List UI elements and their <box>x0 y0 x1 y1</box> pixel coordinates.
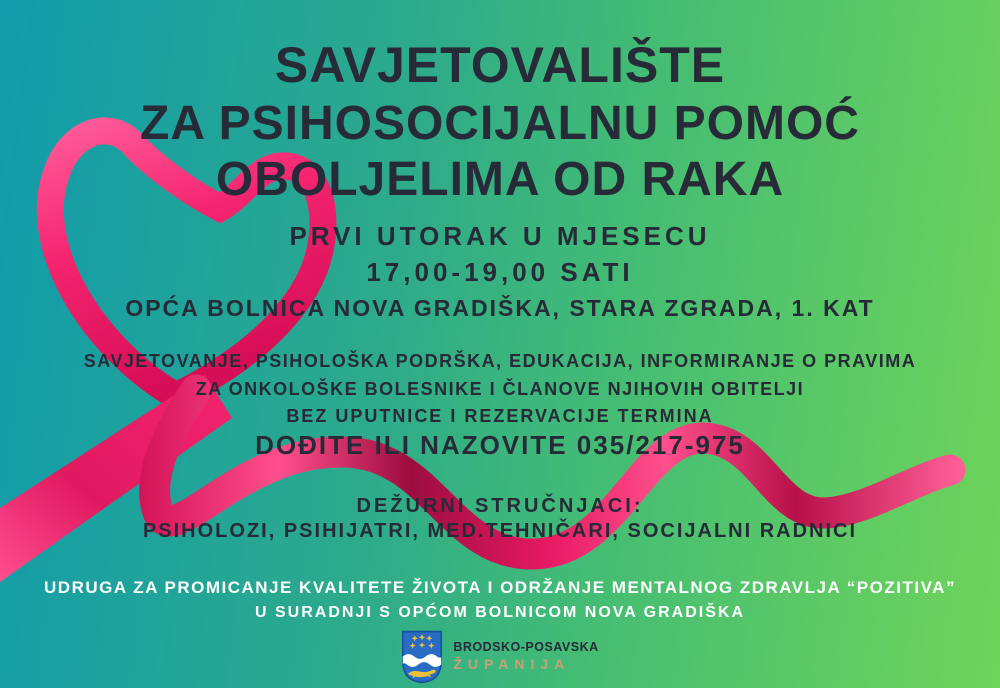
staff-heading: DEŽURNI STRUČNJACI: <box>356 495 644 517</box>
schedule-location: OPĆA BOLNICA NOVA GRADIŠKA, STARA ZGRADA, 1. KAT <box>125 295 875 321</box>
organizer-line1: UDRUGA ZA PROMICANJE KVALITETE ŽIVOTA I ODRŽANJE MENTALNOG ZDRAVLJA “POZITIVA” <box>44 578 956 597</box>
county-coat-of-arms-icon <box>401 630 443 684</box>
county-name: BRODSKO-POSAVSKA <box>453 640 599 655</box>
services-line3: BEZ UPUTNICE I REZERVACIJE TERMINA <box>286 406 714 426</box>
poster-title-line1: SAVJETOVALIŠTE <box>274 37 726 93</box>
call-to-action-phone: DOĐITE ILI NAZOVITE 035/217-975 <box>255 430 745 460</box>
county-logo <box>0 630 1000 684</box>
poster-title-line3: OBOLJELIMA OD RAKA <box>215 153 785 206</box>
poster-title-line2: ZA PSIHOSOCIJALNU POMOĆ <box>140 97 860 150</box>
schedule-day: PRVI UTORAK U MJESECU <box>289 221 711 251</box>
services-line2: ZA ONKOLOŠKE BOLESNIKE I ČLANOVE NJIHOVIH OBITELJI <box>195 379 805 399</box>
staff-list: PSIHOLOZI, PSIHIJATRI, MED.TEHNIČARI, SOCIJALNI RADNICI <box>142 520 858 542</box>
county-subtitle: ŽUPANIJA <box>453 656 571 673</box>
county-logo-text <box>453 640 598 673</box>
services-line1: SAVJETOVANJE, PSIHOLOŠKA PODRŠKA, EDUKACIJA, INFORMIRANJE O PRAVIMA <box>83 351 917 371</box>
schedule-time: 17,00-19,00 SATI <box>366 257 634 287</box>
organizer-line2: U SURADNJI S OPĆOM BOLNICOM NOVA GRADIŠKA <box>254 604 745 621</box>
